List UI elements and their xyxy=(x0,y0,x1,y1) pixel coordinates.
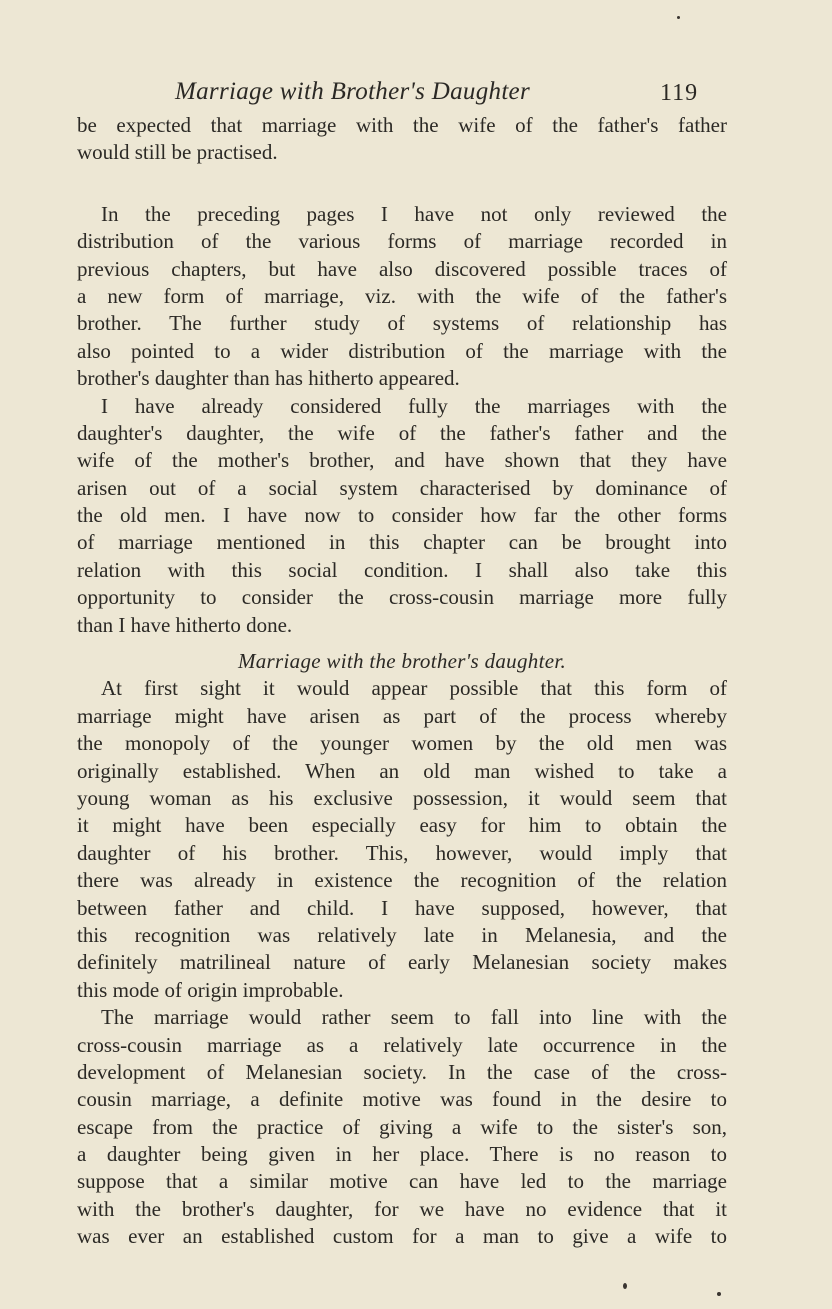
text-line: a new form of marriage, viz. with the wife of the father's xyxy=(77,283,727,308)
text-line: The marriage would rather seem to fall into line with the xyxy=(101,1005,727,1030)
running-title: Marriage with Brother's Daughter xyxy=(175,78,530,105)
text-line: daughter's daughter, the wife of the father's father and the xyxy=(77,420,727,445)
text-line: originally established. When an old man wished to take a xyxy=(77,758,727,783)
text-line: daughter of his brother. This, however, would imply that xyxy=(77,840,727,865)
running-header xyxy=(0,78,832,110)
text-line: brother. The further study of systems of relationship has xyxy=(77,311,727,336)
paragraph xyxy=(77,1004,727,1251)
text-line: also pointed to a wider distribution of the marriage with the xyxy=(77,338,727,363)
text-line: At first sight it would appear possible that this form of xyxy=(101,676,727,701)
text-line: between father and child. I have supposed, however, that xyxy=(77,895,727,920)
text-line: this recognition was relatively late in Melanesia, and the xyxy=(77,922,727,947)
text-line: a daughter being given in her place. There is no reason to xyxy=(77,1142,727,1167)
section-paragraphs xyxy=(77,675,727,1250)
paragraph xyxy=(77,112,727,167)
text-line: of marriage mentioned in this chapter can be brought into xyxy=(77,530,727,555)
text-line: I have already considered fully the marriages with the xyxy=(101,393,727,418)
text-line: cousin marriage, a definite motive was found in the desire to xyxy=(77,1087,727,1112)
page-number: 119 xyxy=(660,80,699,106)
text-line: young woman as his exclusive possession, it would seem that xyxy=(77,785,727,810)
paragraph xyxy=(77,675,727,1004)
text-line: this mode of origin improbable. xyxy=(77,977,344,1002)
section-subheading: Marriage with the brother's daughter. xyxy=(237,649,567,674)
scan-speck xyxy=(717,1292,721,1296)
text-line: marriage might have arisen as part of the process whereby xyxy=(77,703,727,728)
text-line: wife of the mother's brother, and have shown that they have xyxy=(77,448,727,473)
page-body xyxy=(77,112,727,1251)
text-line: escape from the practice of giving a wife to the sister's son, xyxy=(77,1114,727,1139)
text-line: distribution of the various forms of marriage recorded in xyxy=(77,229,727,254)
intro-paragraphs xyxy=(77,112,727,639)
text-line: cross-cousin marriage as a relatively late occurrence in the xyxy=(77,1032,727,1057)
text-line: opportunity to consider the cross-cousin marriage more fully xyxy=(77,585,727,610)
text-line: the old men. I have now to consider how far the other forms xyxy=(77,503,727,528)
text-line: be expected that marriage with the wife of the father's father xyxy=(77,113,727,137)
text-line: brother's daughter than has hitherto appeared. xyxy=(77,366,460,391)
text-line: would still be practised. xyxy=(77,140,278,165)
text-line: was ever an established custom for a man to give a wife to xyxy=(77,1224,727,1249)
text-line: it might have been especially easy for him to obtain the xyxy=(77,813,727,838)
scan-speck xyxy=(677,16,680,19)
text-line: there was already in existence the recognition of the relation xyxy=(77,868,727,893)
text-line: In the preceding pages I have not only reviewed the xyxy=(101,201,727,226)
paragraph xyxy=(77,393,727,640)
text-line: the monopoly of the younger women by the old men was xyxy=(77,731,727,756)
paragraph-gap xyxy=(77,167,727,201)
text-line: definitely matrilineal nature of early Melanesian society makes xyxy=(77,950,727,975)
scan-speck xyxy=(623,1283,627,1289)
text-line: relation with this social condition. I shall also take this xyxy=(77,557,727,582)
text-line: suppose that a similar motive can have led to the marriage xyxy=(77,1169,727,1194)
text-line: with the brother's daughter, for we have no evidence that it xyxy=(77,1196,727,1221)
paragraph xyxy=(77,201,727,393)
text-line: arisen out of a social system characterised by dominance of xyxy=(77,475,727,500)
text-line: previous chapters, but have also discovered possible traces of xyxy=(77,256,727,281)
text-line: development of Melanesian society. In the case of the cross- xyxy=(77,1059,727,1084)
text-line: than I have hitherto done. xyxy=(77,612,293,637)
